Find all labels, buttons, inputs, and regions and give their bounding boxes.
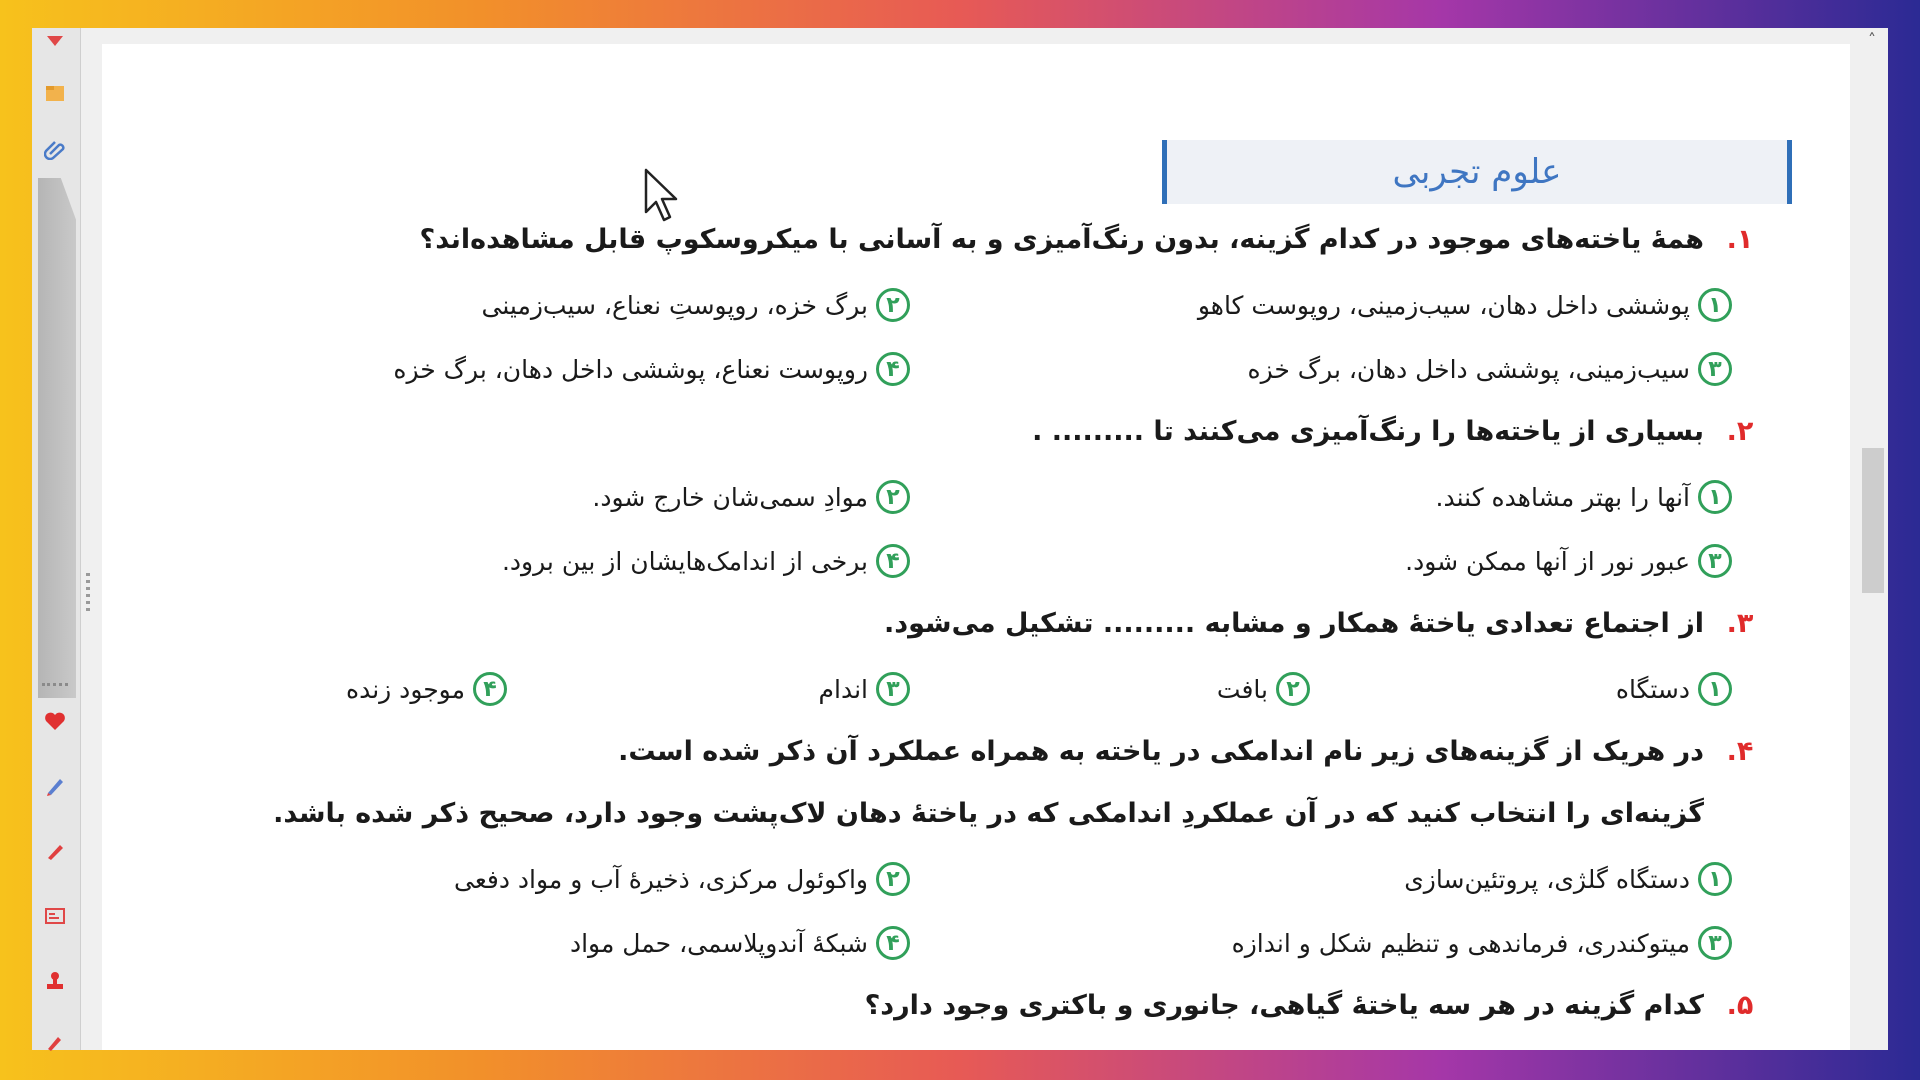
option-2-1[interactable]: [1436, 480, 1732, 514]
mouse-cursor-icon: [642, 166, 686, 228]
option-number: ۲: [876, 288, 910, 322]
scroll-up-arrow-icon[interactable]: ˄: [1868, 30, 1876, 49]
option-text: عبور نور از آنها ممکن شود.: [1405, 546, 1690, 576]
question-text: از اجتماع تعدادی یاختهٔ همکار و مشابه ......... تشکیل می‌شود.: [884, 608, 1704, 639]
text-box-icon[interactable]: [42, 903, 68, 929]
option-2-3[interactable]: [1405, 544, 1732, 578]
option-1-3[interactable]: [1248, 352, 1733, 386]
option-text: موجود زنده: [345, 674, 465, 704]
option-2-4[interactable]: [502, 544, 910, 578]
pencil-icon[interactable]: [42, 1028, 68, 1054]
question-number: ۵.: [1726, 990, 1754, 1021]
option-number: ۱: [1698, 288, 1732, 322]
question-4-continuation: گزینه‌ای را انتخاب کنید که در آن عملکردِ اندامکی که در یاختهٔ دهان لاک‌پشت وجود دارد، صحیح ذکر شده باشد.: [273, 798, 1704, 829]
panel-resize-grip[interactable]: [86, 573, 90, 613]
option-text: میتوکندری، فرماندهی و تنظیم شکل و اندازه: [1231, 928, 1690, 958]
option-number: ۳: [1698, 544, 1732, 578]
question-number: ۱.: [1726, 224, 1754, 255]
option-3-1[interactable]: [1616, 672, 1732, 706]
option-number: ۲: [1276, 672, 1310, 706]
question-number: ۴.: [1726, 736, 1754, 767]
question-text: همهٔ یاخته‌های موجود در کدام گزینه، بدون رنگ‌آمیزی و به آسانی با میکروسکوپ قابل مشاهده‌اند؟: [419, 224, 1704, 255]
question-text: در هریک از گزینه‌های زیر نام اندامکی در یاخته به همراه عملکرد آن ذکر شده است.: [618, 736, 1704, 767]
option-number: ۴: [473, 672, 507, 706]
option-number: ۴: [876, 926, 910, 960]
option-number: ۳: [876, 672, 910, 706]
document-page: [102, 44, 1850, 1050]
option-4-1[interactable]: [1404, 862, 1732, 896]
option-text: دستگاه: [1615, 674, 1690, 704]
option-text: اندام: [818, 674, 868, 704]
option-text: بافت: [1216, 674, 1268, 704]
option-text: پوششی داخل دهان، سیب‌زمینی، روپوست کاهو: [1197, 290, 1690, 320]
vertical-scrollbar[interactable]: [1856, 28, 1888, 1050]
question-number: ۲.: [1726, 416, 1754, 447]
question-text: کدام گزینه در هر سه یاختهٔ گیاهی، جانوری و باکتری وجود دارد؟: [864, 990, 1704, 1021]
option-number: ۱: [1698, 672, 1732, 706]
pen-icon[interactable]: [42, 773, 68, 799]
question-text: بسیاری از یاخته‌ها را رنگ‌آمیزی می‌کنند تا ......... .: [1032, 416, 1704, 447]
stamp-icon[interactable]: [42, 968, 68, 994]
option-text: واکوئول مرکزی، ذخیرهٔ آب و مواد دفعی: [453, 864, 868, 894]
question-2: [1032, 416, 1754, 447]
pdf-viewer-window: [32, 28, 1888, 1050]
option-number: ۳: [1698, 352, 1732, 386]
option-number: ۴: [876, 352, 910, 386]
question-3: [884, 608, 1754, 639]
option-text: آنها را بهتر مشاهده کنند.: [1435, 482, 1690, 512]
sidebar-divider: [42, 683, 68, 686]
option-text: برگ خزه، روپوستِ نعناع، سیب‌زمینی: [481, 290, 868, 320]
option-3-4[interactable]: [346, 672, 507, 706]
option-number: ۱: [1698, 862, 1732, 896]
option-number: ۴: [876, 544, 910, 578]
favorite-heart-icon[interactable]: [42, 708, 68, 734]
option-text: برخی از اندامک‌هایشان از بین برود.: [501, 546, 868, 576]
option-number: ۳: [1698, 926, 1732, 960]
option-1-1[interactable]: [1198, 288, 1732, 322]
option-1-4[interactable]: [393, 352, 910, 386]
question-1: [420, 224, 1754, 255]
scrollbar-thumb[interactable]: [1862, 448, 1884, 593]
highlighter-icon[interactable]: [42, 838, 68, 864]
attachment-icon[interactable]: [42, 136, 68, 162]
option-text: موادِ سمی‌شان خارج شود.: [592, 482, 868, 512]
question-number: ۳.: [1726, 608, 1754, 639]
option-4-4[interactable]: [570, 926, 910, 960]
bookmark-icon[interactable]: [42, 28, 68, 54]
option-4-2[interactable]: [454, 862, 910, 896]
option-2-2[interactable]: [592, 480, 910, 514]
option-1-2[interactable]: [482, 288, 910, 322]
option-3-3[interactable]: [819, 672, 910, 706]
option-text: دستگاه گلژی، پروتئین‌سازی: [1404, 864, 1690, 894]
option-number: ۲: [876, 480, 910, 514]
option-text: روپوست نعناع، پوششی داخل دهان، برگ خزه: [393, 354, 868, 384]
tools-sidebar: [32, 28, 81, 1050]
pages-icon[interactable]: [42, 80, 68, 106]
question-4: [618, 736, 1754, 767]
option-number: ۱: [1698, 480, 1732, 514]
subject-title: علوم تجربی: [1162, 140, 1792, 204]
option-text: سیب‌زمینی، پوششی داخل دهان، برگ خزه: [1247, 354, 1690, 384]
option-number: ۲: [876, 862, 910, 896]
sidebar-scroll-rail: [38, 178, 76, 698]
question-5: [865, 990, 1754, 1021]
option-3-2[interactable]: [1217, 672, 1310, 706]
option-text: شبکهٔ آندوپلاسمی، حمل مواد: [569, 928, 868, 958]
option-4-3[interactable]: [1232, 926, 1732, 960]
